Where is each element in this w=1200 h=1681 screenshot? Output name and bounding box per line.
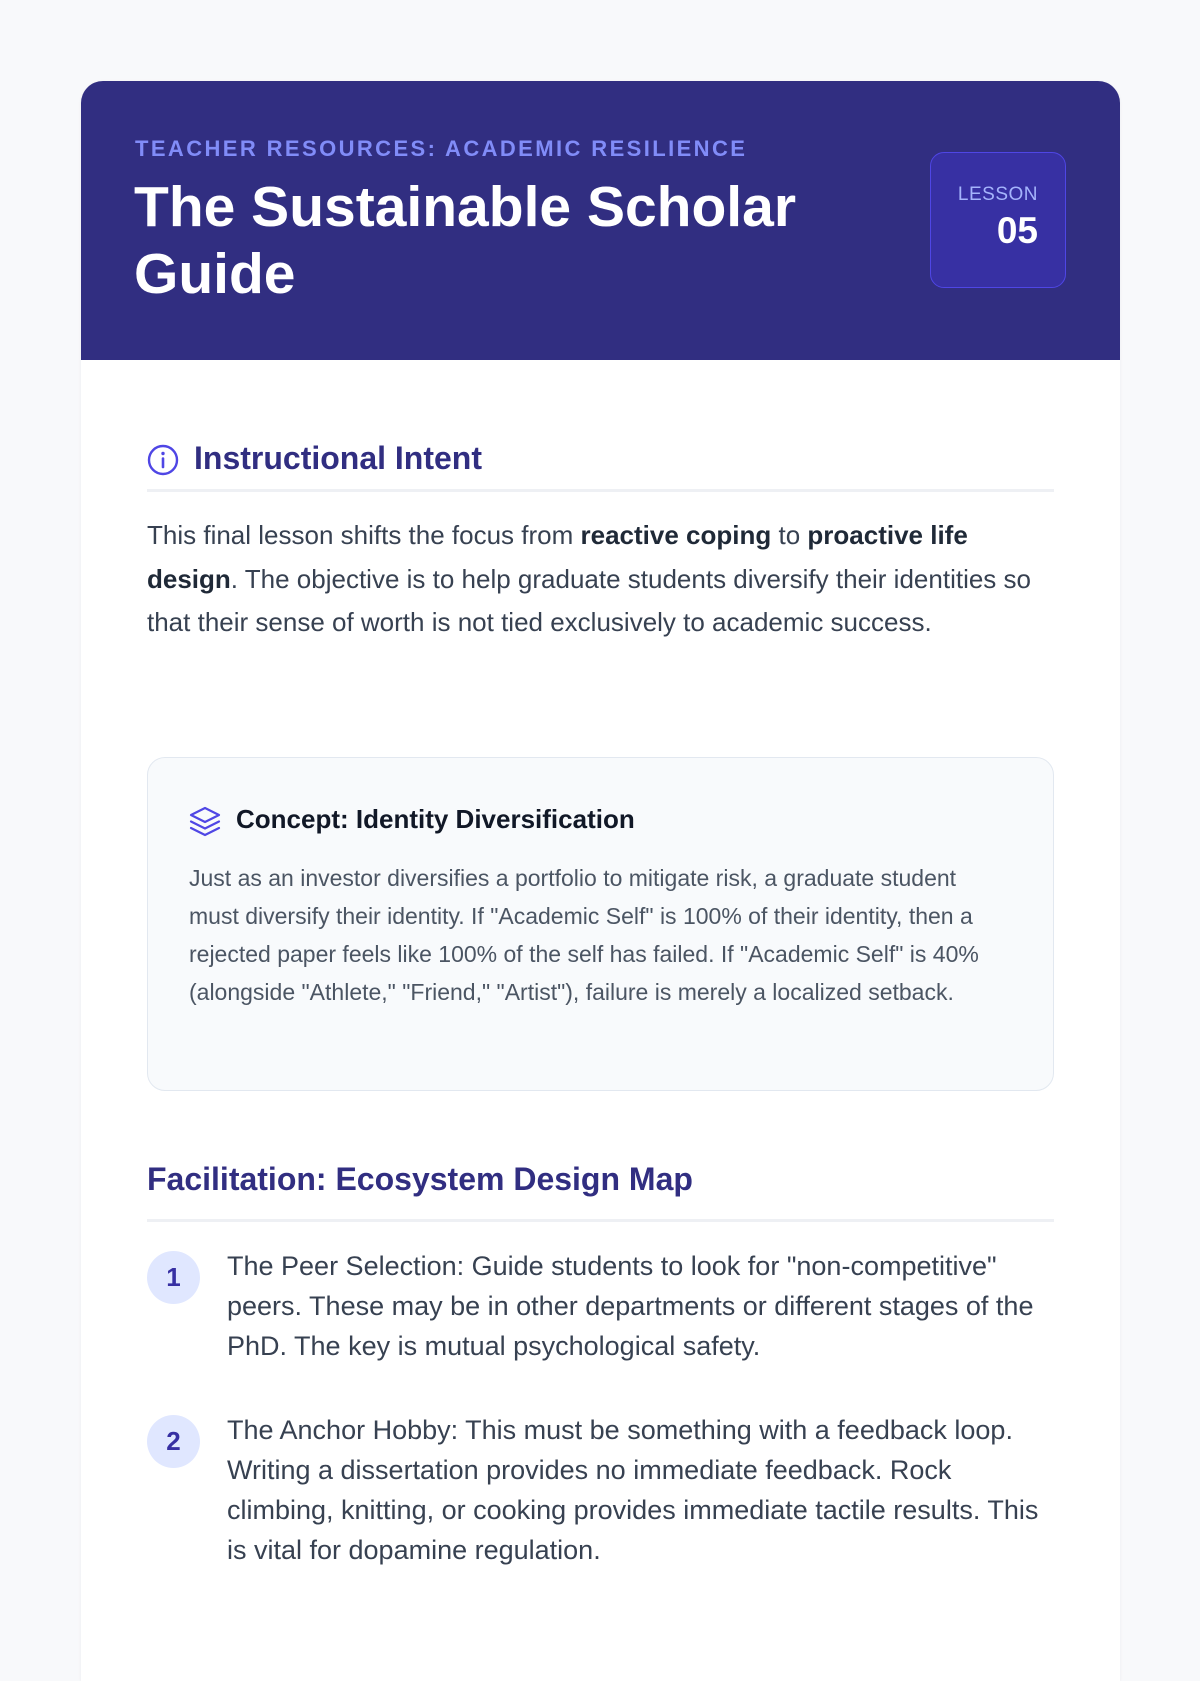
intent-text-part: to <box>771 520 808 550</box>
info-icon <box>147 444 179 476</box>
facilitation-header <box>147 1161 1054 1222</box>
header-eyebrow: TEACHER RESOURCES: ACADEMIC RESILIENCE <box>135 136 748 161</box>
intent-text-part: . The objective is to help graduate students diversify their identities so that their sense of worth is not tied exclusively to academic success. <box>147 563 1031 637</box>
layers-icon <box>188 804 222 838</box>
lesson-badge <box>930 152 1066 288</box>
step-number-badge: 2 <box>147 1415 200 1468</box>
lesson-card <box>81 81 1120 1681</box>
page-title: The Sustainable Scholar Guide <box>134 175 797 306</box>
intent-bold-proactive: proactive life design <box>147 520 968 594</box>
step-item <box>147 1410 1054 1570</box>
lesson-header <box>81 81 1120 360</box>
facilitation-steps <box>147 1246 1054 1614</box>
step-number-badge: 1 <box>147 1251 200 1304</box>
step-text: The Peer Selection: Guide students to look for "non-competitive" peers. These may be in other departments or different stages of the PhD. The key is mutual psychological safety. <box>227 1251 1034 1361</box>
concept-heading: Concept: Identity Diversification <box>236 804 635 834</box>
intent-bold-reactive: reactive coping <box>580 520 772 550</box>
facilitation-heading: Facilitation: Ecosystem Design Map <box>147 1161 693 1197</box>
lesson-number: 05 <box>996 210 1038 251</box>
step-text: The Anchor Hobby: This must be something with a feedback loop. Writing a dissertation provides no immediate feedback. Rock climbing, knitting, or cooking provides immediate tactile results. This is vital for dopamine regulation. <box>227 1415 1039 1565</box>
instructional-intent-header <box>147 430 1054 492</box>
concept-callout <box>147 757 1054 1091</box>
instructional-intent-text <box>147 514 1059 645</box>
instructional-intent-heading: Instructional Intent <box>194 440 482 476</box>
concept-body: Just as an investor diversifies a portfolio to mitigate risk, a graduate student must diversify their identity. If "Academic Self" is 100% of their identity, then a rejected paper feels like 100% of the self has failed. If "Academic Self" is 40% (alongside "Athlete," "Friend," "Artist"), failure is merely a localized setback. <box>189 865 979 1005</box>
intent-text-part: This final lesson shifts the focus from <box>147 520 581 550</box>
step-item <box>147 1246 1054 1366</box>
lesson-label: LESSON <box>957 184 1038 205</box>
